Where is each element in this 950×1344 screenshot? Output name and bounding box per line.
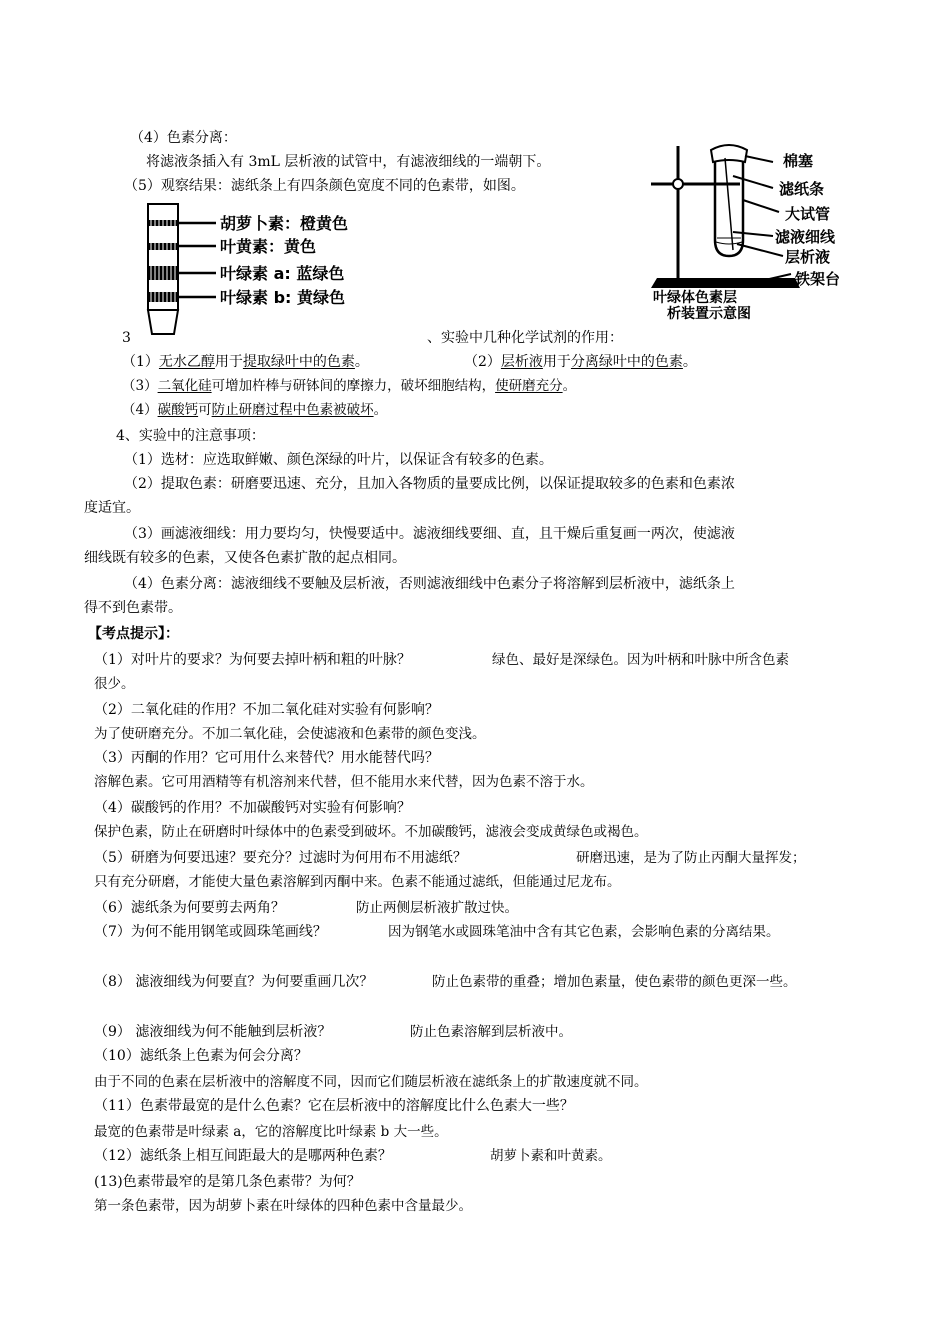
tip-q12: （12）滤纸条上相互间距最大的是哪两种色素？ [94, 1148, 392, 1164]
sec4-p2-line2: 度适宜。 [84, 500, 140, 516]
strip-label-chlorophyll-b: 叶绿素 b: 黄绿色 [220, 288, 345, 307]
tip-q4: （4）碳酸钙的作用？不加碳酸钙对实验有何影响？ [94, 800, 411, 816]
sec4-p2-line1: （2）提取色素：研磨要迅速、充分，且加入各物质的量要成比例，以保证提取较多的色素和色素浓 [124, 476, 735, 492]
tip-q7: （7）为何不能用钢笔或圆珠笔画线？ [94, 924, 327, 940]
tip-q11: （11）色素带最宽的是什么色素？它在层析液中的溶解度比什么色素大一些？ [94, 1098, 574, 1114]
sec4-p3-line1: （3）画滤液细线：用力要均匀，快慢要适中。滤液细线要细、直，且干燥后重复画一两次，使滤液 [124, 526, 735, 542]
sec3-number: 3 [122, 330, 131, 346]
sec3-title: 、实验中几种化学试剂的作用： [427, 330, 623, 346]
sec4-p1: （1）选材：应选取鲜嫩、颜色深绿的叶片，以保证含有较多的色素。 [124, 452, 553, 468]
tip-a6: 防止两侧层析液扩散过快。 [356, 900, 518, 916]
tip-q5: （5）研磨为何要迅速？要充分？过滤时为何用布不用滤纸？ [94, 850, 467, 866]
band-chlorophyll-a [148, 266, 178, 280]
label-filter-strip: 滤纸条 [779, 180, 825, 198]
strip-label-carotene: 胡萝卜素：橙黄色 [220, 214, 349, 233]
band-carotene [148, 220, 178, 226]
tip-a9: 防止色素溶解到层析液中。 [410, 1024, 572, 1040]
label-solvent: 层析液 [785, 248, 831, 266]
reagent-row-3: （4）碳酸钙可防止研磨过程中色素被破坏。 [122, 402, 388, 418]
tip-q1: （1）对叶片的要求？为何要去掉叶柄和粗的叶脉？ [94, 652, 411, 668]
sec4-p3-line2: 细线既有较多的色素，又使各色素扩散的起点相同。 [84, 550, 406, 566]
band-xanthophyll [148, 243, 178, 250]
tip-a10: 由于不同的色素在层析液中的溶解度不同，因而它们随层析液在滤纸条上的扩散速度就不同。 [94, 1074, 648, 1090]
tip-a8: 防止色素带的重叠；增加色素量，使色素带的颜色更深一些。 [432, 974, 797, 990]
tip-q2: （2）二氧化硅的作用？不加二氧化硅对实验有何影响？ [94, 702, 439, 718]
strip-label-chlorophyll-a: 叶绿素 a: 蓝绿色 [220, 264, 345, 283]
filter-strip-figure [140, 200, 420, 340]
step4-title: （4）色素分离： [130, 130, 237, 146]
tip-q13: (13)色素带最窄的是第几条色素带？为何？ [94, 1174, 361, 1190]
base-stand [651, 278, 800, 288]
tip-a1-line2: 很少。 [94, 676, 135, 692]
tip-a12: 胡萝卜素和叶黄素。 [490, 1148, 612, 1164]
label-cotton: 棉塞 [783, 152, 814, 170]
apparatus-caption-2: 析装置示意图 [667, 306, 751, 320]
tip-a2: 为了使研磨充分。不加二氧化硅，会使滤液和色素带的颜色变浅。 [94, 726, 486, 742]
label-iron-stand: 铁架台 [795, 270, 841, 288]
tip-a3: 溶解色素。它可用酒精等有机溶剂来代替，但不能用水来代替，因为色素不溶于水。 [94, 774, 594, 790]
label-filtrate-line: 滤液细线 [775, 228, 836, 246]
tip-a7: 因为钢笔水或圆珠笔油中含有其它色素，会影响色素的分离结果。 [388, 924, 780, 940]
sec4-p4-line2: 得不到色素带。 [84, 600, 182, 616]
chromatography-apparatus-figure [645, 140, 895, 320]
paper-strip [725, 158, 733, 250]
step5-text: （5）观察结果：滤纸条上有四条颜色宽度不同的色素带，如图。 [124, 178, 525, 194]
tip-a5-line2: 只有充分研磨，才能使大量色素溶解到丙酮中来。色素不能通过滤纸，但能通过尼龙布。 [94, 874, 621, 890]
tip-a13: 第一条色素带，因为胡萝卜素在叶绿体的四种色素中含量最少。 [94, 1198, 472, 1214]
sec4-title: 4、实验中的注意事项： [116, 428, 265, 444]
tip-a1-line1: 绿色、最好是深绿色。因为叶柄和叶脉中所含色素 [492, 652, 789, 668]
tip-q10: （10）滤纸条上色素为何会分离？ [94, 1048, 308, 1064]
label-big-tube: 大试管 [785, 205, 831, 223]
tip-q6: （6）滤纸条为何要剪去两角？ [94, 900, 285, 916]
band-chlorophyll-b [148, 292, 178, 302]
cotton-plug [711, 145, 747, 162]
apparatus-caption-1: 叶绿体色素层 [653, 290, 737, 306]
tips-title: 【考点提示】： [88, 626, 179, 642]
tip-q9: （9） 滤液细线为何不能触到层析液？ [94, 1024, 332, 1040]
tip-a4: 保护色素，防止在研磨时叶绿体中的色素受到破坏。不加碳酸钙，滤液会变成黄绿色或褐色。 [94, 824, 648, 840]
reagent-row-2: （3）二氧化硅可增加杵棒与研钵间的摩擦力，破坏细胞结构，使研磨充分。 [122, 378, 577, 394]
step4-body: 将滤液条插入有 3mL 层析液的试管中，有滤液细线的一端朝下。 [146, 154, 551, 170]
tip-q8: （8） 滤液细线为何要直？为何要重画几次？ [94, 974, 374, 990]
tip-q3: （3）丙酮的作用？它可用什么来替代？用水能替代吗？ [94, 750, 439, 766]
strip-tip [148, 310, 178, 334]
reagent-row-1b: （2）层析液用于分离绿叶中的色素。 [464, 354, 697, 370]
reagent-row-1a: （1）无水乙醇用于提取绿叶中的色素。 [122, 354, 369, 370]
tip-a5-line1: 研磨迅速，是为了防止丙酮大量挥发； [576, 850, 806, 866]
tip-a11: 最宽的色素带是叶绿素 a，它的溶解度比叶绿素 b 大一些。 [94, 1124, 448, 1140]
sec4-p4-line1: （4）色素分离：滤液细线不要触及层析液，否则滤液细线中色素分子将溶解到层析液中，滤纸条上 [124, 576, 735, 592]
strip-label-xanthophyll: 叶黄素：黄色 [220, 237, 317, 256]
